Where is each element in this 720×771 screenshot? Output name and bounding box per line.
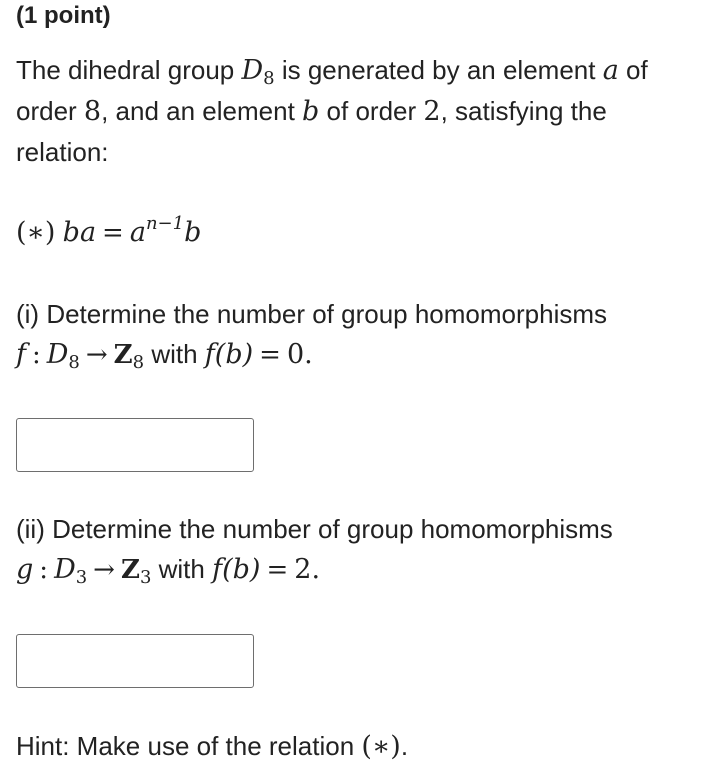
hint-text bbox=[16, 726, 408, 767]
q1-condition-rhs: 0 bbox=[286, 339, 305, 370]
problem-intro bbox=[16, 50, 706, 172]
q2-codomain-index: 3 bbox=[139, 567, 152, 588]
group-symbol: D bbox=[241, 55, 264, 86]
relation-exponent: n−1 bbox=[145, 213, 185, 234]
hint-end: . bbox=[400, 731, 409, 761]
relation-label: (∗) bbox=[16, 217, 56, 248]
q1-colon: : bbox=[32, 340, 41, 370]
question-1-label: (i) Determine the number of group homomorphisms bbox=[16, 299, 608, 329]
intro-text-3: of order bbox=[16, 55, 648, 126]
hint-body: Hint: Make use of the relation bbox=[16, 731, 362, 761]
q2-condition-rhs: 2 bbox=[294, 554, 312, 585]
order-b: 2 bbox=[423, 96, 441, 127]
q1-codomain-index: 8 bbox=[132, 352, 145, 373]
relation-equation bbox=[16, 212, 201, 253]
q1-domain: D bbox=[46, 339, 69, 370]
q2-arrow: → bbox=[93, 555, 115, 585]
relation-lhs: ba bbox=[62, 217, 97, 248]
q2-condition-eq: = bbox=[266, 555, 289, 585]
q1-codomain: Z bbox=[113, 340, 133, 370]
q2-end: . bbox=[311, 554, 321, 585]
q1-arrow: → bbox=[85, 340, 108, 370]
question-2-label: (ii) Determine the number of group homomorphisms bbox=[16, 514, 613, 544]
relation-tail: b bbox=[184, 217, 202, 248]
q1-func: f bbox=[16, 339, 26, 370]
q2-codomain: Z bbox=[120, 555, 140, 585]
q1-with: with bbox=[144, 339, 205, 369]
intro-text-6: , satisfying the relation: bbox=[16, 96, 607, 167]
q2-colon: : bbox=[39, 555, 49, 585]
relation-equals: = bbox=[102, 218, 124, 248]
intro-text-5: of order bbox=[319, 96, 424, 126]
answer-input-2[interactable] bbox=[16, 634, 254, 688]
q1-domain-index: 8 bbox=[68, 352, 80, 373]
q1-condition-lhs: f(b) bbox=[204, 339, 254, 370]
intro-text-4: , and an element bbox=[101, 96, 303, 126]
question-1 bbox=[16, 294, 706, 375]
q2-domain: D bbox=[54, 554, 76, 585]
element-b: b bbox=[302, 96, 320, 127]
q2-condition-lhs: f(b) bbox=[212, 554, 261, 585]
order-a: 8 bbox=[83, 96, 102, 127]
q1-condition-eq: = bbox=[259, 340, 281, 370]
element-a: a bbox=[602, 55, 619, 86]
question-2 bbox=[16, 509, 706, 590]
q2-domain-index: 3 bbox=[75, 567, 88, 588]
q2-with: with bbox=[151, 554, 213, 584]
relation-base: a bbox=[129, 217, 146, 248]
q2-func: g bbox=[16, 554, 34, 585]
intro-text-2: is generated by an element bbox=[274, 55, 603, 85]
intro-text-1: The dihedral group bbox=[16, 55, 242, 85]
points-label: (1 point) bbox=[16, 2, 111, 29]
group-index: 8 bbox=[263, 68, 275, 89]
q1-end: . bbox=[304, 339, 313, 370]
hint-ref: (∗) bbox=[361, 731, 401, 762]
answer-input-1[interactable] bbox=[16, 418, 254, 472]
